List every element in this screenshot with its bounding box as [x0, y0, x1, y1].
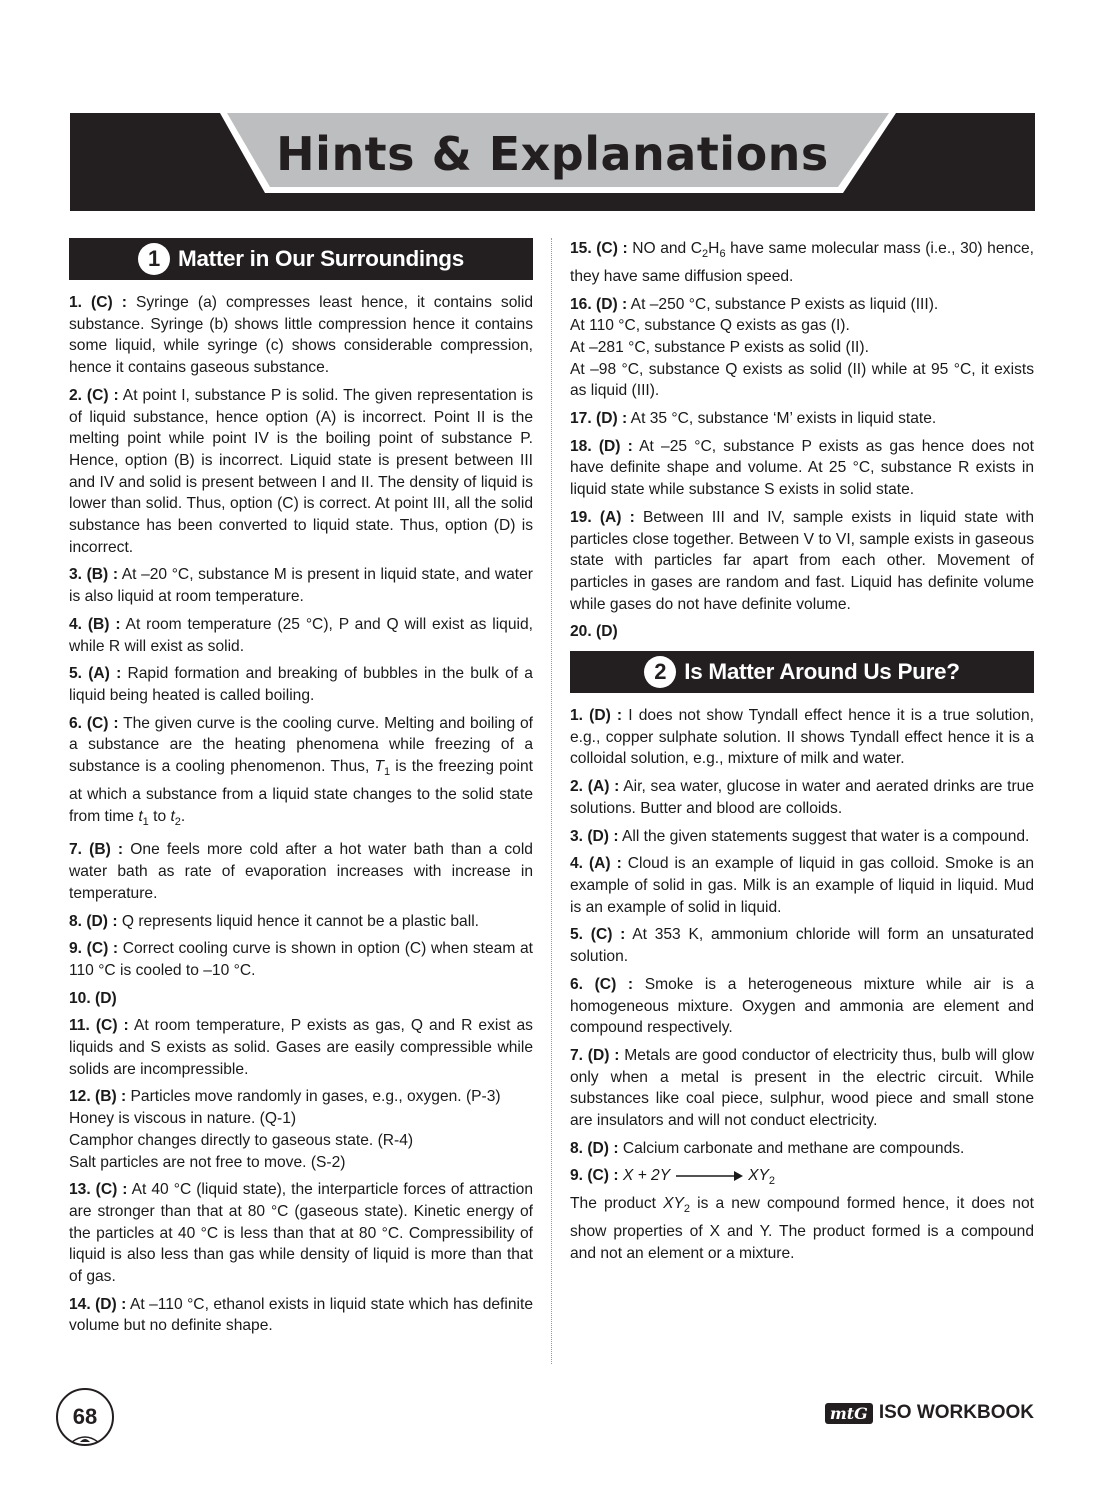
answer-item: 11. (C) : At room temperature, P exists as gas, Q and R exist as liquids and S exists as solid. Gases are easily compressible while solids are incompressible. [69, 1017, 533, 1078]
answer-item: 1. (D) : I does not show Tyndall effect hence it is a true solution, e.g., copper sulphate solution. II shows Tyndall effect hence it is a colloidal solution, e.g., mixture of milk and water. [570, 707, 1034, 768]
answer-item: 5. (C) : At 353 K, ammonium chloride will form an unsaturated solution. [570, 926, 1034, 966]
answer-item: 1. (C) : Syringe (a) compresses least hence, it contains solid substance. Syringe (b) shows little compression hence it contains some liquid, while syringe (c) shows considerable compression, hence it contains gaseous substance. [69, 294, 533, 377]
answer-item: 4. (B) : At room temperature (25 °C), P and Q will exist as liquid, while R will exist as solid. [69, 615, 533, 655]
answer-item: 7. (B) : One feels more cold after a hot water bath than a cold water bath as rate of evaporation increases with increase in temperature. [69, 841, 533, 902]
answer-item: 4. (A) : Cloud is an example of liquid in gas colloid. Smoke is an example of solid in gas. Milk is an example of liquid in liquid. Mud is an example of solid in liquid. [570, 855, 1034, 916]
answer-item: 15. (C) : NO and $C_2H_6$ have same molecular mass (i.e., 30) hence, they have same diffusion speed. [570, 240, 1035, 285]
answer-item: 13. (C) : At 40 °C (liquid state), the interparticle forces of attraction are stronger than that at 80 °C (gaseous state). Kinetic energy of the particles at 40 °C is less than that at 80 °C. Compressibility of liquid is also less than gas while density of liquid is more than that of gas. [69, 1181, 533, 1286]
section-header-1 [69, 238, 533, 280]
page-number-leaf-icon [70, 1432, 100, 1444]
answer-item: 10. (D) [69, 989, 117, 1007]
answer-item: 12. (B) : Particles move randomly in gases, e.g., oxygen. (P-3) Honey is viscous in nature. (Q-1) Camphor changes directly to gaseous state. (R-4) Salt particles are not free to move. (S-2) [69, 1088, 501, 1171]
page-number: 68 [56, 1388, 114, 1446]
answer-item: 2. (C) : At point I, substance P is solid. The given representation is of liquid substance, hence option (A) is incorrect. Point II is the melting point while point IV is the boiling point of substance P. Hence, option (B) is incorrect. Liquid state is present between III and IV and solid is present between I and II. The density of liquid is lower than solid. Thus, option (C) is correct. At point III, all the solid substance has been converted to liquid state. Thus, option (D) is incorrect. [69, 386, 533, 556]
answer-item: 3. (B) : At –20 °C, substance M is present in liquid state, and water is also liquid at room temperature. [69, 566, 533, 606]
brand-text: ISO WORKBOOK [878, 1402, 1034, 1423]
section-title: Is Matter Around Us Pure? [684, 659, 960, 685]
column-divider [551, 238, 552, 1364]
section-title: Matter in Our Surroundings [178, 246, 464, 272]
page-title: Hints & Explanations [276, 127, 829, 181]
answer-item: 6. (C) : The given curve is the cooling curve. Melting and boiling of a substance are the heating phenomena while freezing of a substance is a cooling phenomenon. Thus, $T_1$ is the freezing point at which a substance from a liquid state changes to the solid state from time $t_1$ to $t_2$. [69, 714, 534, 828]
section-number: 1 [138, 243, 170, 275]
equation-left: X + 2Y [622, 1167, 671, 1185]
answer-item: 5. (A) : Rapid formation and breaking of bubbles in the bulk of a liquid being heated is called boiling. [69, 665, 533, 704]
answer-item: 20. (D) [570, 623, 618, 641]
answer-item: 17. (D) : At 35 °C, substance ‘M’ exists in liquid state. [570, 410, 937, 428]
answer-item: 18. (D) : At –25 °C, substance P exists as gas hence does not have definite shape and volume. At 25 °C, substance R exists in liquid state while substance S exists in solid state. [570, 437, 1034, 499]
reaction-arrow-icon [674, 1170, 744, 1182]
answer-item: 9. (C) : X + 2Y $XY_2$ The product $XY_2$ is a new compound formed hence, it does not show properties of X and Y. The product formed is a compound and not an element or a mixture. [570, 1167, 1034, 1262]
brand-logo: mtG [825, 1403, 873, 1424]
brand [825, 1402, 1034, 1424]
section-number: 2 [644, 656, 676, 688]
left-column [69, 238, 533, 1343]
title-banner [70, 113, 1035, 211]
answer-item: 19. (A) : Between III and IV, sample exists in liquid state with particles close together. Between V to VI, sample exists in gaseous state with particles far apart from each other. Movement of particles in gases are random and fast. Liquid has definite volume while gases do not have definite volume. [570, 508, 1034, 613]
answer-item: 6. (C) : Smoke is a heterogeneous mixture while air is a homogeneous mixture. Oxygen and ammonia are element and compound respectively. [570, 975, 1035, 1037]
section-header-2 [570, 651, 1034, 693]
answer-item: 8. (D) : Calcium carbonate and methane are compounds. [570, 1139, 965, 1157]
answer-item: 3. (D) : All the given statements suggest that water is a compound. [570, 827, 1030, 845]
answer-item: 8. (D) : Q represents liquid hence it cannot be a plastic ball. [69, 912, 479, 930]
answer-item: 14. (D) : At –110 °C, ethanol exists in liquid state which has definite volume but no definite shape. [69, 1295, 533, 1335]
answer-item: 7. (D) : Metals are good conductor of electricity thus, bulb will glow only when a metal is present in the electric circuit. While substances like coal piece, sulphur, wood piece and small stone are insulators and will not conduct electricity. [570, 1046, 1034, 1130]
answer-item: 9. (C) : Correct cooling curve is shown in option (C) when steam at 110 °C is cooled to –10 °C. [69, 940, 533, 979]
answer-item: 2. (A) : Air, sea water, glucose in water and aerated drinks are true solutions. Butter and blood are colloids. [570, 778, 1034, 817]
right-column [570, 238, 1034, 1270]
answer-item: 16. (D) : At –250 °C, substance P exists as liquid (III). At 110 °C, substance Q exists as gas (I). At –281 °C, substance P exists as solid (II). At –98 °C, substance Q exists as solid (II) while at 95 °C, it exists as liquid (III). [570, 295, 1034, 400]
